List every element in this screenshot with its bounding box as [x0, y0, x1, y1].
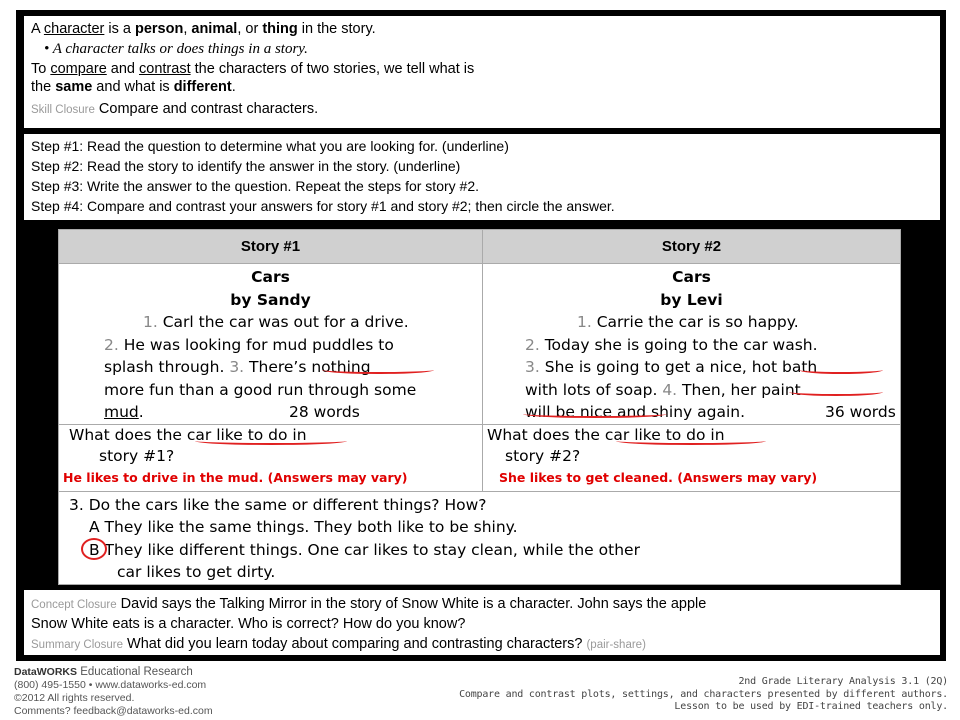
soap-underline [523, 410, 667, 418]
story2-title: Cars [672, 268, 711, 286]
lesson-note: Lesson to be used by EDI-trained teachers only. [674, 701, 948, 712]
question-3-cell [59, 491, 901, 584]
steps-panel [24, 134, 940, 220]
story1-header: Story #1 [59, 230, 483, 264]
question-2-line-2: story #2? [505, 446, 581, 465]
publisher-info [14, 666, 213, 718]
step-4: Step #4: Compare and contrast your answers for story #1 and story #2; then circle the answer. [31, 198, 615, 214]
story1-title: Cars [251, 268, 290, 286]
lesson-info [459, 676, 948, 714]
summary-closure-label: Summary Closure [31, 639, 124, 651]
compare-definition-cont: the same and what is different. [31, 79, 236, 95]
story2-line-2: 2. Today she is going to the car wash. [525, 335, 818, 354]
question-1-line-2: story #1? [99, 446, 175, 465]
story1-line-2: 2. He was looking for mud puddles to [104, 335, 394, 354]
hot-bath-underline [789, 388, 883, 396]
question-3: 3. Do the cars like the same or different things? How? [69, 495, 487, 514]
skill-closure: Skill Closure Compare and contrast characters. [31, 101, 319, 117]
compare-definition: To compare and contrast the characters of two stories, we tell what is [31, 61, 475, 77]
publisher-brand: DataWORKS Educational Research [14, 666, 193, 678]
story1-author: by Sandy [230, 290, 311, 309]
question-2-underline [616, 437, 766, 445]
story2-word-count: 36 words [825, 403, 896, 421]
story1-line-4: more fun than a good run through some [104, 380, 417, 399]
story-comparison-table [58, 229, 901, 585]
question-1-cell [59, 424, 483, 491]
story1-line-1: 1. Carl the car was out for a drive. [143, 313, 409, 331]
story2-header: Story #2 [483, 230, 901, 264]
character-bullet: • A character talks or does things in a story. [44, 41, 308, 57]
closure-panel [24, 590, 940, 655]
step-1: Step #1: Read the question to determine what you are looking for. (underline) [31, 138, 509, 154]
story1-cell [59, 264, 483, 425]
skill-closure-label: Skill Closure [31, 104, 95, 116]
lesson-standard: Compare and contrast plots, settings, and characters presented by different authors. [459, 688, 948, 700]
concept-closure: Concept Closure David says the Talking Mirror in the story of Snow White is a character. John says the apple [31, 596, 707, 612]
concept-closure-cont: Snow White eats is a character. Who is correct? How do you know? [31, 616, 466, 632]
concept-closure-label: Concept Closure [31, 599, 117, 611]
lesson-title: 2nd Grade Literary Analysis 3.1 (2Q) [738, 676, 948, 687]
story1-word-count: 28 words [289, 403, 360, 421]
step-3: Step #3: Write the answer to the question. Repeat the steps for story #2. [31, 178, 479, 194]
answer-2: She likes to get cleaned. (Answers may vary) [499, 469, 818, 485]
choice-b: B They like different things. One car likes to stay clean, while the other [89, 540, 640, 559]
choice-b-cont: car likes to get dirty. [117, 563, 276, 581]
story2-line-5: will be nice and shiny again. 36 words [483, 401, 900, 424]
story2-cell [483, 264, 901, 425]
publisher-comments: Comments? feedback@dataworks-ed.com [14, 705, 213, 717]
question-2-cell [483, 424, 901, 491]
story2-author: by Levi [660, 290, 723, 309]
summary-closure: Summary Closure What did you learn today about comparing and contrasting characters? (pair-share) [31, 636, 646, 652]
definition-panel [24, 16, 940, 128]
publisher-contact: (800) 495-1550 • www.dataworks-ed.com [14, 679, 207, 691]
publisher-rights: ©2012 All rights reserved. [14, 692, 135, 704]
story2-line-3: 3. She is going to get a nice, hot bath [525, 358, 818, 376]
question-2-line-1: What does the car like to do in [487, 425, 725, 444]
story2-line-4: with lots of soap. 4. Then, her paint [525, 380, 801, 399]
car-wash-underline [799, 366, 883, 374]
answer-1: He likes to drive in the mud. (Answers may vary) [63, 469, 408, 485]
story1-line-3: splash through. 3. There’s nothing [104, 358, 371, 376]
question-1-line-1: What does the car like to do in [69, 425, 307, 444]
question-1-underline [195, 437, 347, 445]
choice-a: A They like the same things. They both like to be shiny. [89, 518, 518, 536]
answer-b-circle [81, 538, 107, 560]
mud-puddles-underline [322, 366, 434, 374]
story1-line-5: mud. 28 words [59, 401, 482, 424]
character-definition: A character is a person, animal, or thing in the story. [31, 21, 376, 37]
story2-line-1: 1. Carrie the car is so happy. [577, 313, 799, 331]
step-2: Step #2: Read the story to identify the answer in the story. (underline) [31, 158, 461, 174]
